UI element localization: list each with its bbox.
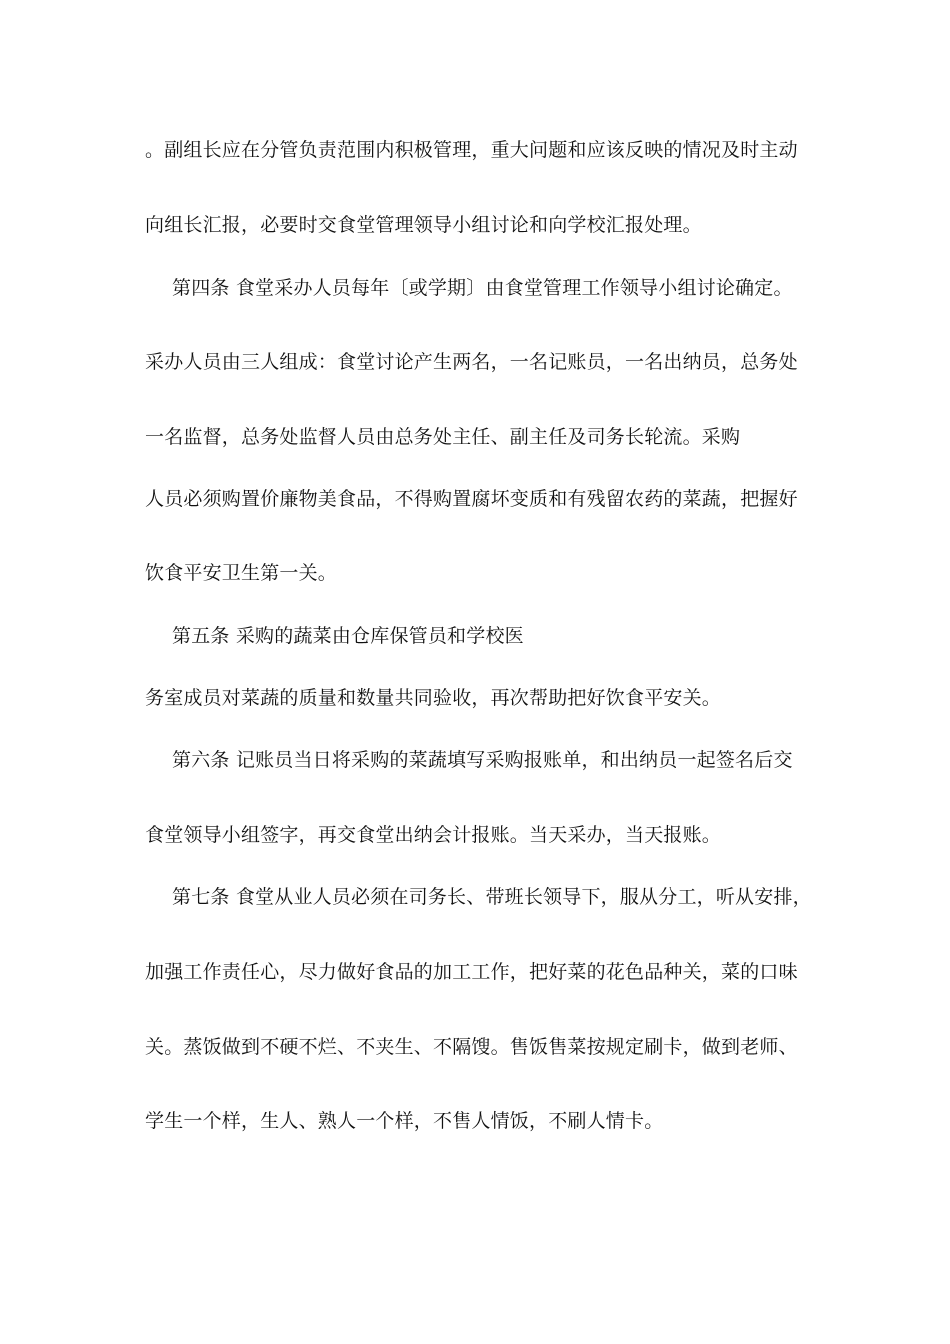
text-line: 食堂领导小组签字，再交食堂出纳会计报账。当天采办，当天报账。 xyxy=(145,824,722,846)
article-5-heading-line: 第五条 采购的蔬菜由仓库保管员和学校医 xyxy=(172,625,524,647)
text-line: 关。蒸饭做到不硬不烂、不夹生、不隔馊。售饭售菜按规定刷卡，做到老师、 xyxy=(145,1036,798,1058)
text-line: 饮食平安卫生第一关。 xyxy=(145,562,338,584)
text-line: 学生一个样，生人、熟人一个样，不售人情饭，不刷人情卡。 xyxy=(145,1110,664,1132)
text-line: 加强工作责任心，尽力做好食品的加工工作，把好菜的花色品种关，菜的口味 xyxy=(145,961,798,983)
text-line: 人员必须购置价廉物美食品，不得购置腐坏变质和有残留农药的菜蔬，把握好 xyxy=(145,488,798,510)
text-line: 务室成员对菜蔬的质量和数量共同验收，再次帮助把好饮食平安关。 xyxy=(145,687,722,709)
text-line: 一名监督，总务处监督人员由总务处主任、副主任及司务长轮流。采购 xyxy=(145,426,741,448)
text-line: 。副组长应在分管负责范围内积极管理，重大问题和应该反映的情况及时主动 xyxy=(145,139,798,161)
article-6-heading-line: 第六条 记账员当日将采购的菜蔬填写采购报账单，和出纳员一起签名后交 xyxy=(172,749,793,771)
article-4-heading-line: 第四条 食堂采办人员每年〔或学期〕由食堂管理工作领导小组讨论确定。 xyxy=(172,277,793,299)
text-line: 采办人员由三人组成：食堂讨论产生两名，一名记账员，一名出纳员，总务处 xyxy=(145,351,798,373)
text-line: 向组长汇报，必要时交食堂管理领导小组讨论和向学校汇报处理。 xyxy=(145,214,702,236)
article-7-heading-line: 第七条 食堂从业人员必须在司务长、带班长领导下，服从分工，听从安排， xyxy=(172,886,812,908)
